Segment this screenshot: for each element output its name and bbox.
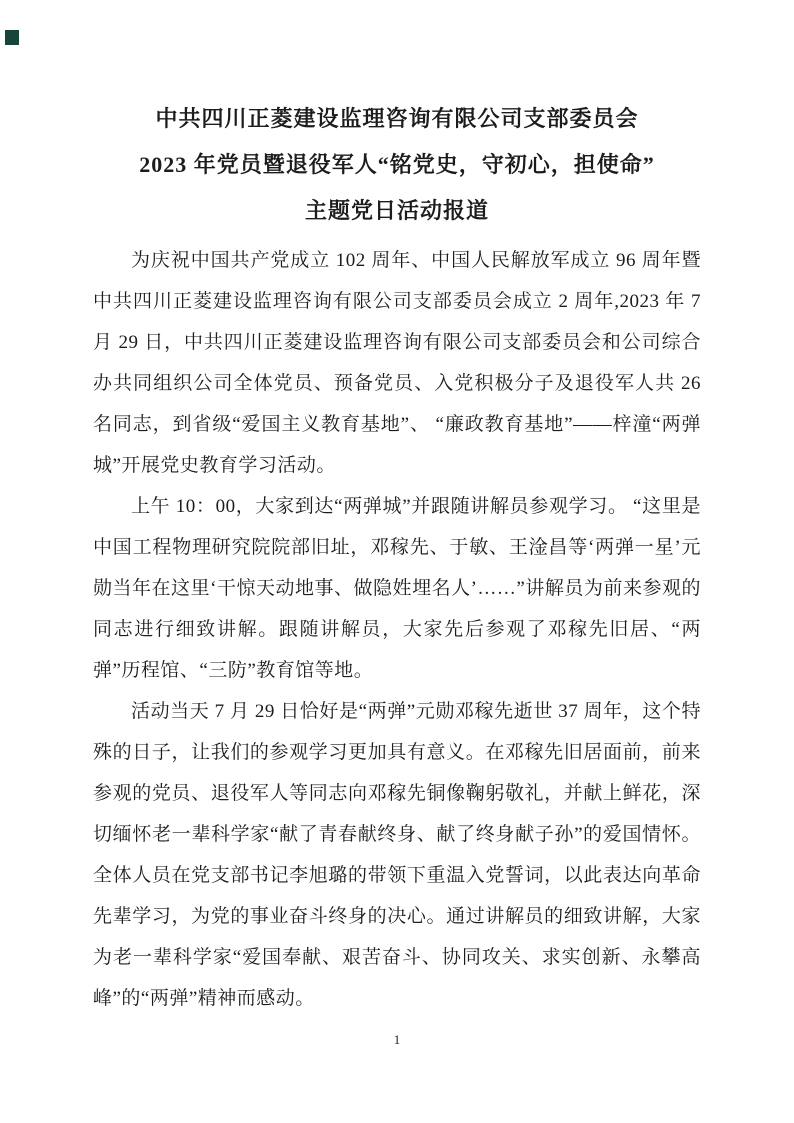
document-title-line-2: 2023 年党员暨退役军人“铭党史，守初心，担使命” [139, 152, 655, 177]
paragraph-3: 活动当天 7 月 29 日恰好是“两弹”元勋邓稼先逝世 37 周年，这个特殊的日子，让我们的参观学习更加具有意义。在邓稼先旧居面前，前来参观的党员、退役军人等同志向邓稼先铜像鞠躬敬礼，并献上鲜花，深切缅怀老一辈科学家“献了青春献终身、献了终身献子孙”的爱国情怀。全体人员在党支部书记李旭璐的带领下重温入党誓词，以此表达向革命先辈学习，为党的事业奋斗终身的决心。通过讲解员的细致讲解，大家为老一辈科学家“爱国奉献、艰苦奋斗、协同攻关、求实创新、永攀高峰”的“两弹”精神而感动。 [93, 701, 701, 1009]
paragraph-1: 为庆祝中国共产党成立 102 周年、中国人民解放军成立 96 周年暨中共四川正菱建设监理咨询有限公司支部委员会成立 2 周年,2023 年 7 月 29 日，中共四川正菱建设监理咨询有限公司支部委员会和公司综合办共同组织公司全体党员、预备党员、入党积极分子及退役军人共 26 名同志，到省级“爱国主义教育基地”、 “廉政教育基地”——梓潼“两弹城”开展党史教育学习活动。 [93, 250, 701, 476]
paragraph-2: 上午 10：00，大家到达“两弹城”并跟随讲解员参观学习。 “这里是中国工程物理研究院院部旧址，邓稼先、于敏、王淦昌等‘两弹一星’元勋当年在这里‘干惊天动地事、做隐姓埋名人’……”讲解员为前来参观的同志进行细致讲解。跟随讲解员，大家先后参观了邓稼先旧居、“两弹”历程馆、“三防”教育馆等地。 [93, 496, 701, 681]
document-title-line-3: 主题党日活动报道 [304, 198, 489, 223]
document-content [93, 96, 701, 1019]
corner-marker [5, 30, 19, 45]
document-title-line-1: 中共四川正菱建设监理咨询有限公司支部委员会 [155, 106, 639, 131]
page-number: 1 [393, 1032, 401, 1047]
document-body [93, 240, 701, 1019]
